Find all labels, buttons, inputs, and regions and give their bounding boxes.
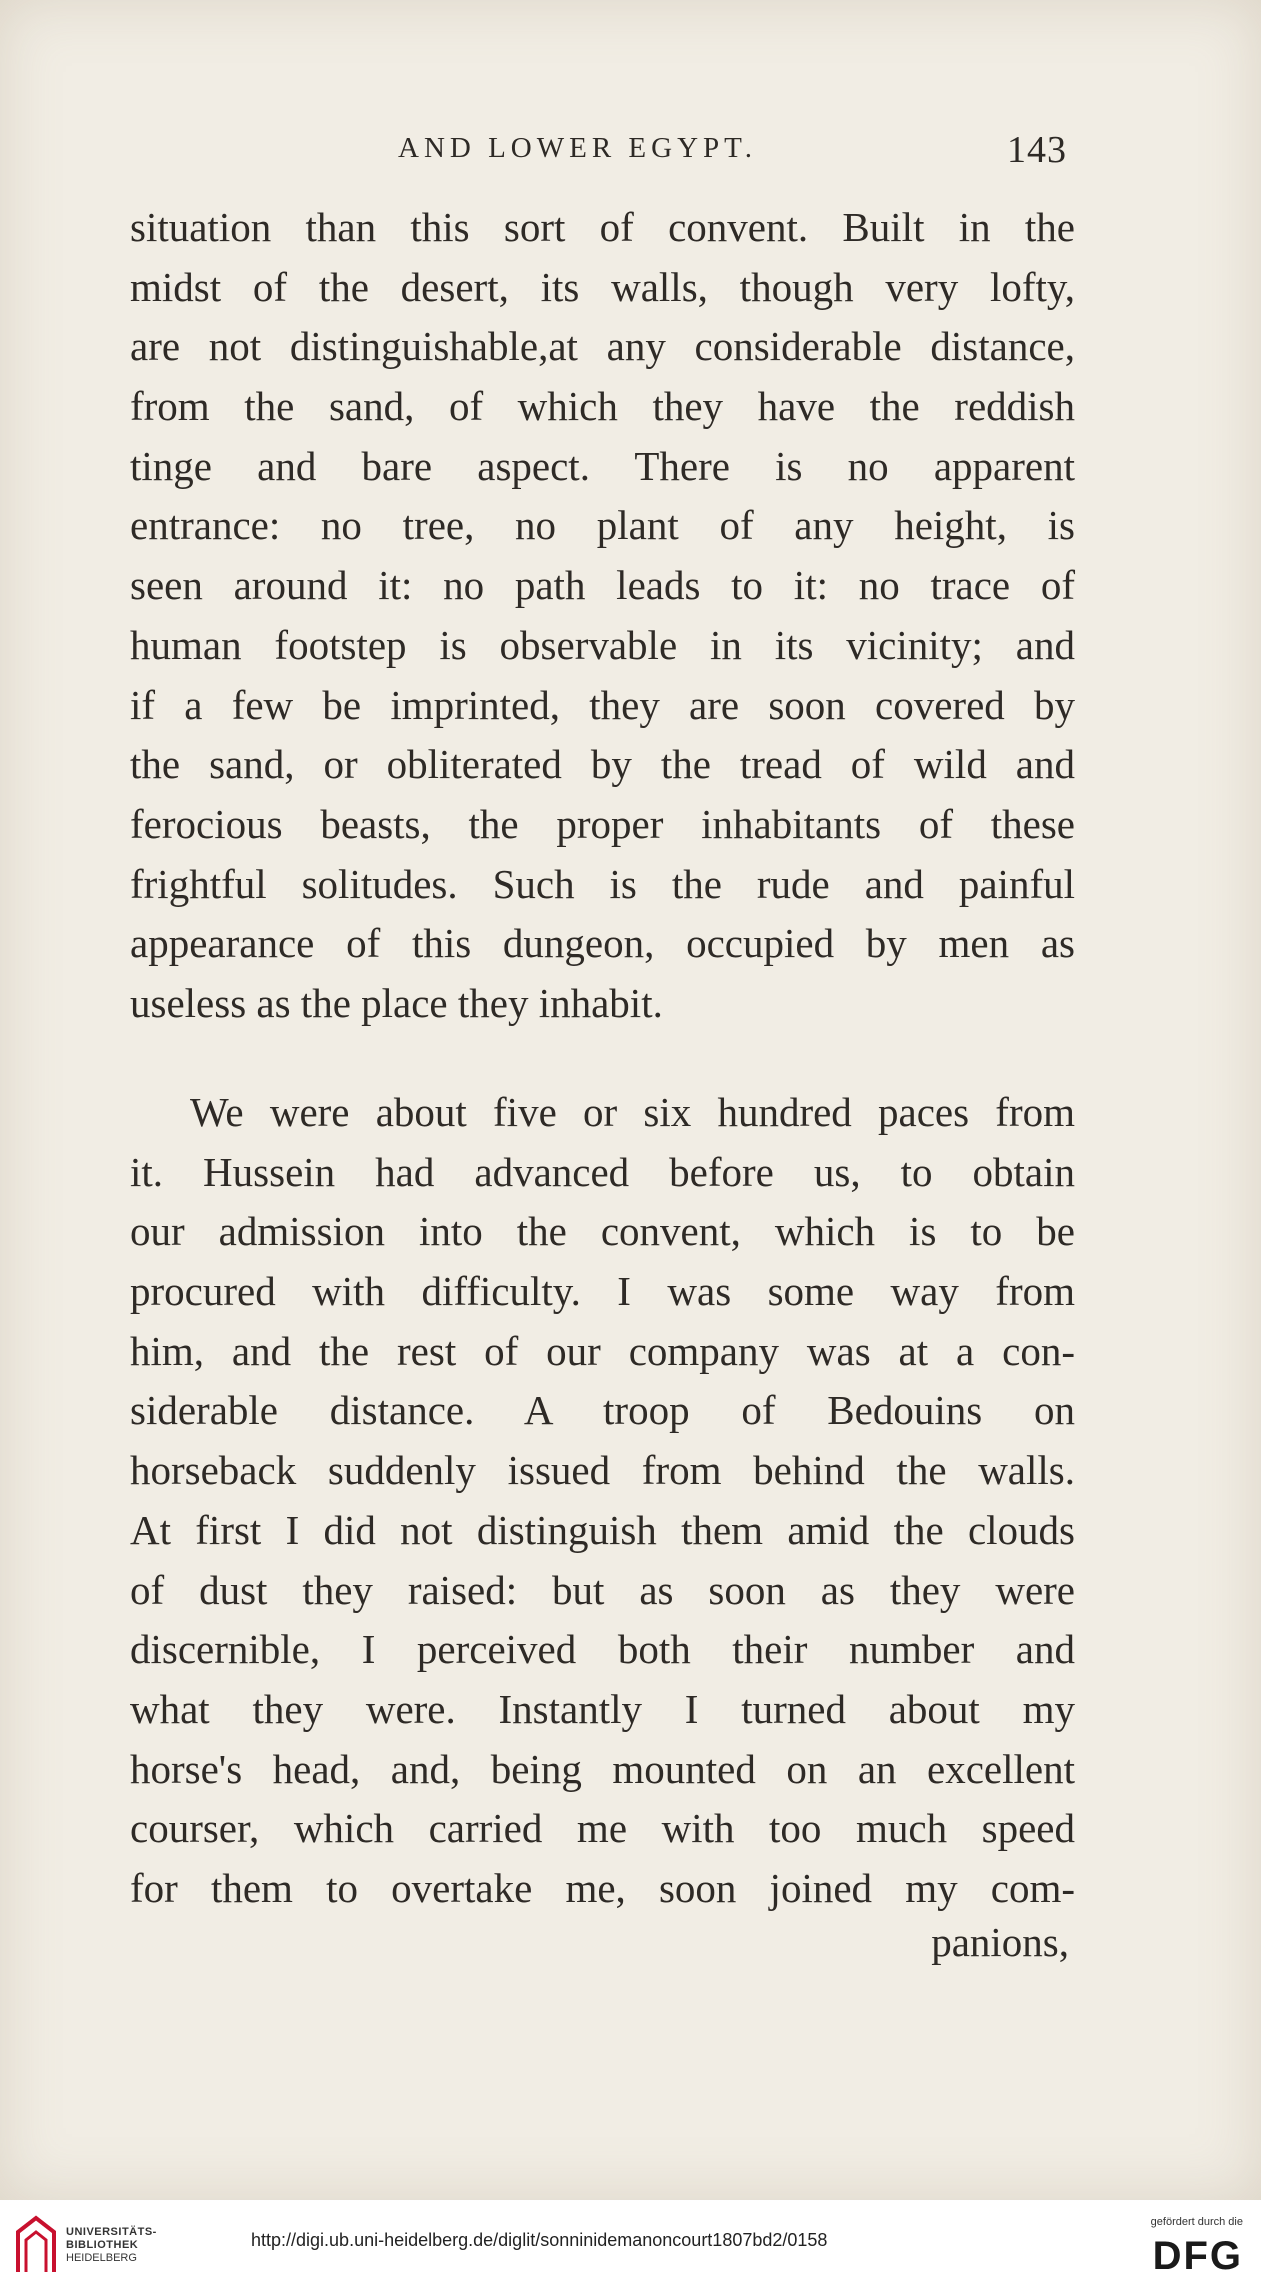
- text-line: ferocious beasts, the proper inhabitants of these: [130, 800, 1075, 847]
- text-line: from the sand, of which they have the reddish: [130, 383, 1075, 430]
- page-number: 143: [1007, 129, 1067, 171]
- library-name-line1: UNIVERSITÄTS-: [66, 2226, 157, 2238]
- text-line: for them to overtake me, soon joined my com-: [130, 1864, 1075, 1911]
- library-name-line2: BIBLIOTHEK: [66, 2239, 139, 2251]
- text-line: human footstep is observable in its vicinity; and: [130, 621, 1075, 668]
- text-line: procured with difficulty. I was some way from: [130, 1268, 1075, 1315]
- text-line: him, and the rest of our company was at a con-: [130, 1327, 1075, 1374]
- text-line: frightful solitudes. Such is the rude and painful: [130, 860, 1075, 907]
- text-line: midst of the desert, its walls, though very lofty,: [130, 263, 1075, 310]
- catchword: panions,: [931, 1919, 1069, 1965]
- text-line: appearance of this dungeon, occupied by men as: [130, 920, 1075, 967]
- text-line: the sand, or obliterated by the tread of wild and: [130, 741, 1075, 788]
- library-name-line3: HEIDELBERG: [66, 2252, 137, 2264]
- text-line: if a few be imprinted, they are soon covered by: [130, 681, 1075, 728]
- viewer-footer: [0, 2200, 1261, 2290]
- text-line: it. Hussein had advanced before us, to obtain: [130, 1148, 1075, 1195]
- text-line: our admission into the convent, which is to be: [130, 1208, 1075, 1255]
- dfg-logo-icon: DFG: [1152, 2234, 1243, 2278]
- running-head: AND LOWER EGYPT.: [398, 132, 757, 164]
- page-header: [130, 128, 1075, 178]
- text-line: horseback suddenly issued from behind the walls.: [130, 1447, 1075, 1494]
- text-line: situation than this sort of convent. Built in the: [130, 204, 1075, 250]
- text-line: of dust they raised: but as soon as they were: [130, 1566, 1075, 1613]
- text-line: At first I did not distinguish them amid the clouds: [130, 1506, 1075, 1553]
- text-line: We were about five or six hundred paces from: [190, 1089, 1075, 1135]
- paragraph-1: [130, 198, 1075, 1034]
- library-name: [66, 2226, 157, 2265]
- text-line: are not distinguishable,at any considerable distance,: [130, 323, 1075, 370]
- university-library-logo-icon: [14, 2214, 60, 2276]
- paragraph-2: [130, 1083, 1075, 1919]
- text-line: siderable distance. A troop of Bedouins on: [130, 1387, 1075, 1434]
- text-line: discernible, I perceived both their number and: [130, 1626, 1075, 1673]
- text-line: what they were. Instantly I turned about my: [130, 1685, 1075, 1732]
- funded-by-text: gefördert durch die: [1150, 2216, 1243, 2228]
- permalink-url[interactable]: http://digi.ub.uni-heidelberg.de/diglit/sonninidemanoncourt1807bd2/0158: [251, 2230, 828, 2250]
- text-line: seen around it: no path leads to it: no trace of: [130, 562, 1075, 609]
- text-line: entrance: no tree, no plant of any height, is: [130, 502, 1075, 549]
- text-line: tinge and bare aspect. There is no apparent: [130, 442, 1075, 489]
- text-line: courser, which carried me with too much speed: [130, 1805, 1075, 1852]
- text-line: useless as the place they inhabit.: [130, 979, 663, 1026]
- text-line: horse's head, and, being mounted on an excellent: [130, 1745, 1075, 1792]
